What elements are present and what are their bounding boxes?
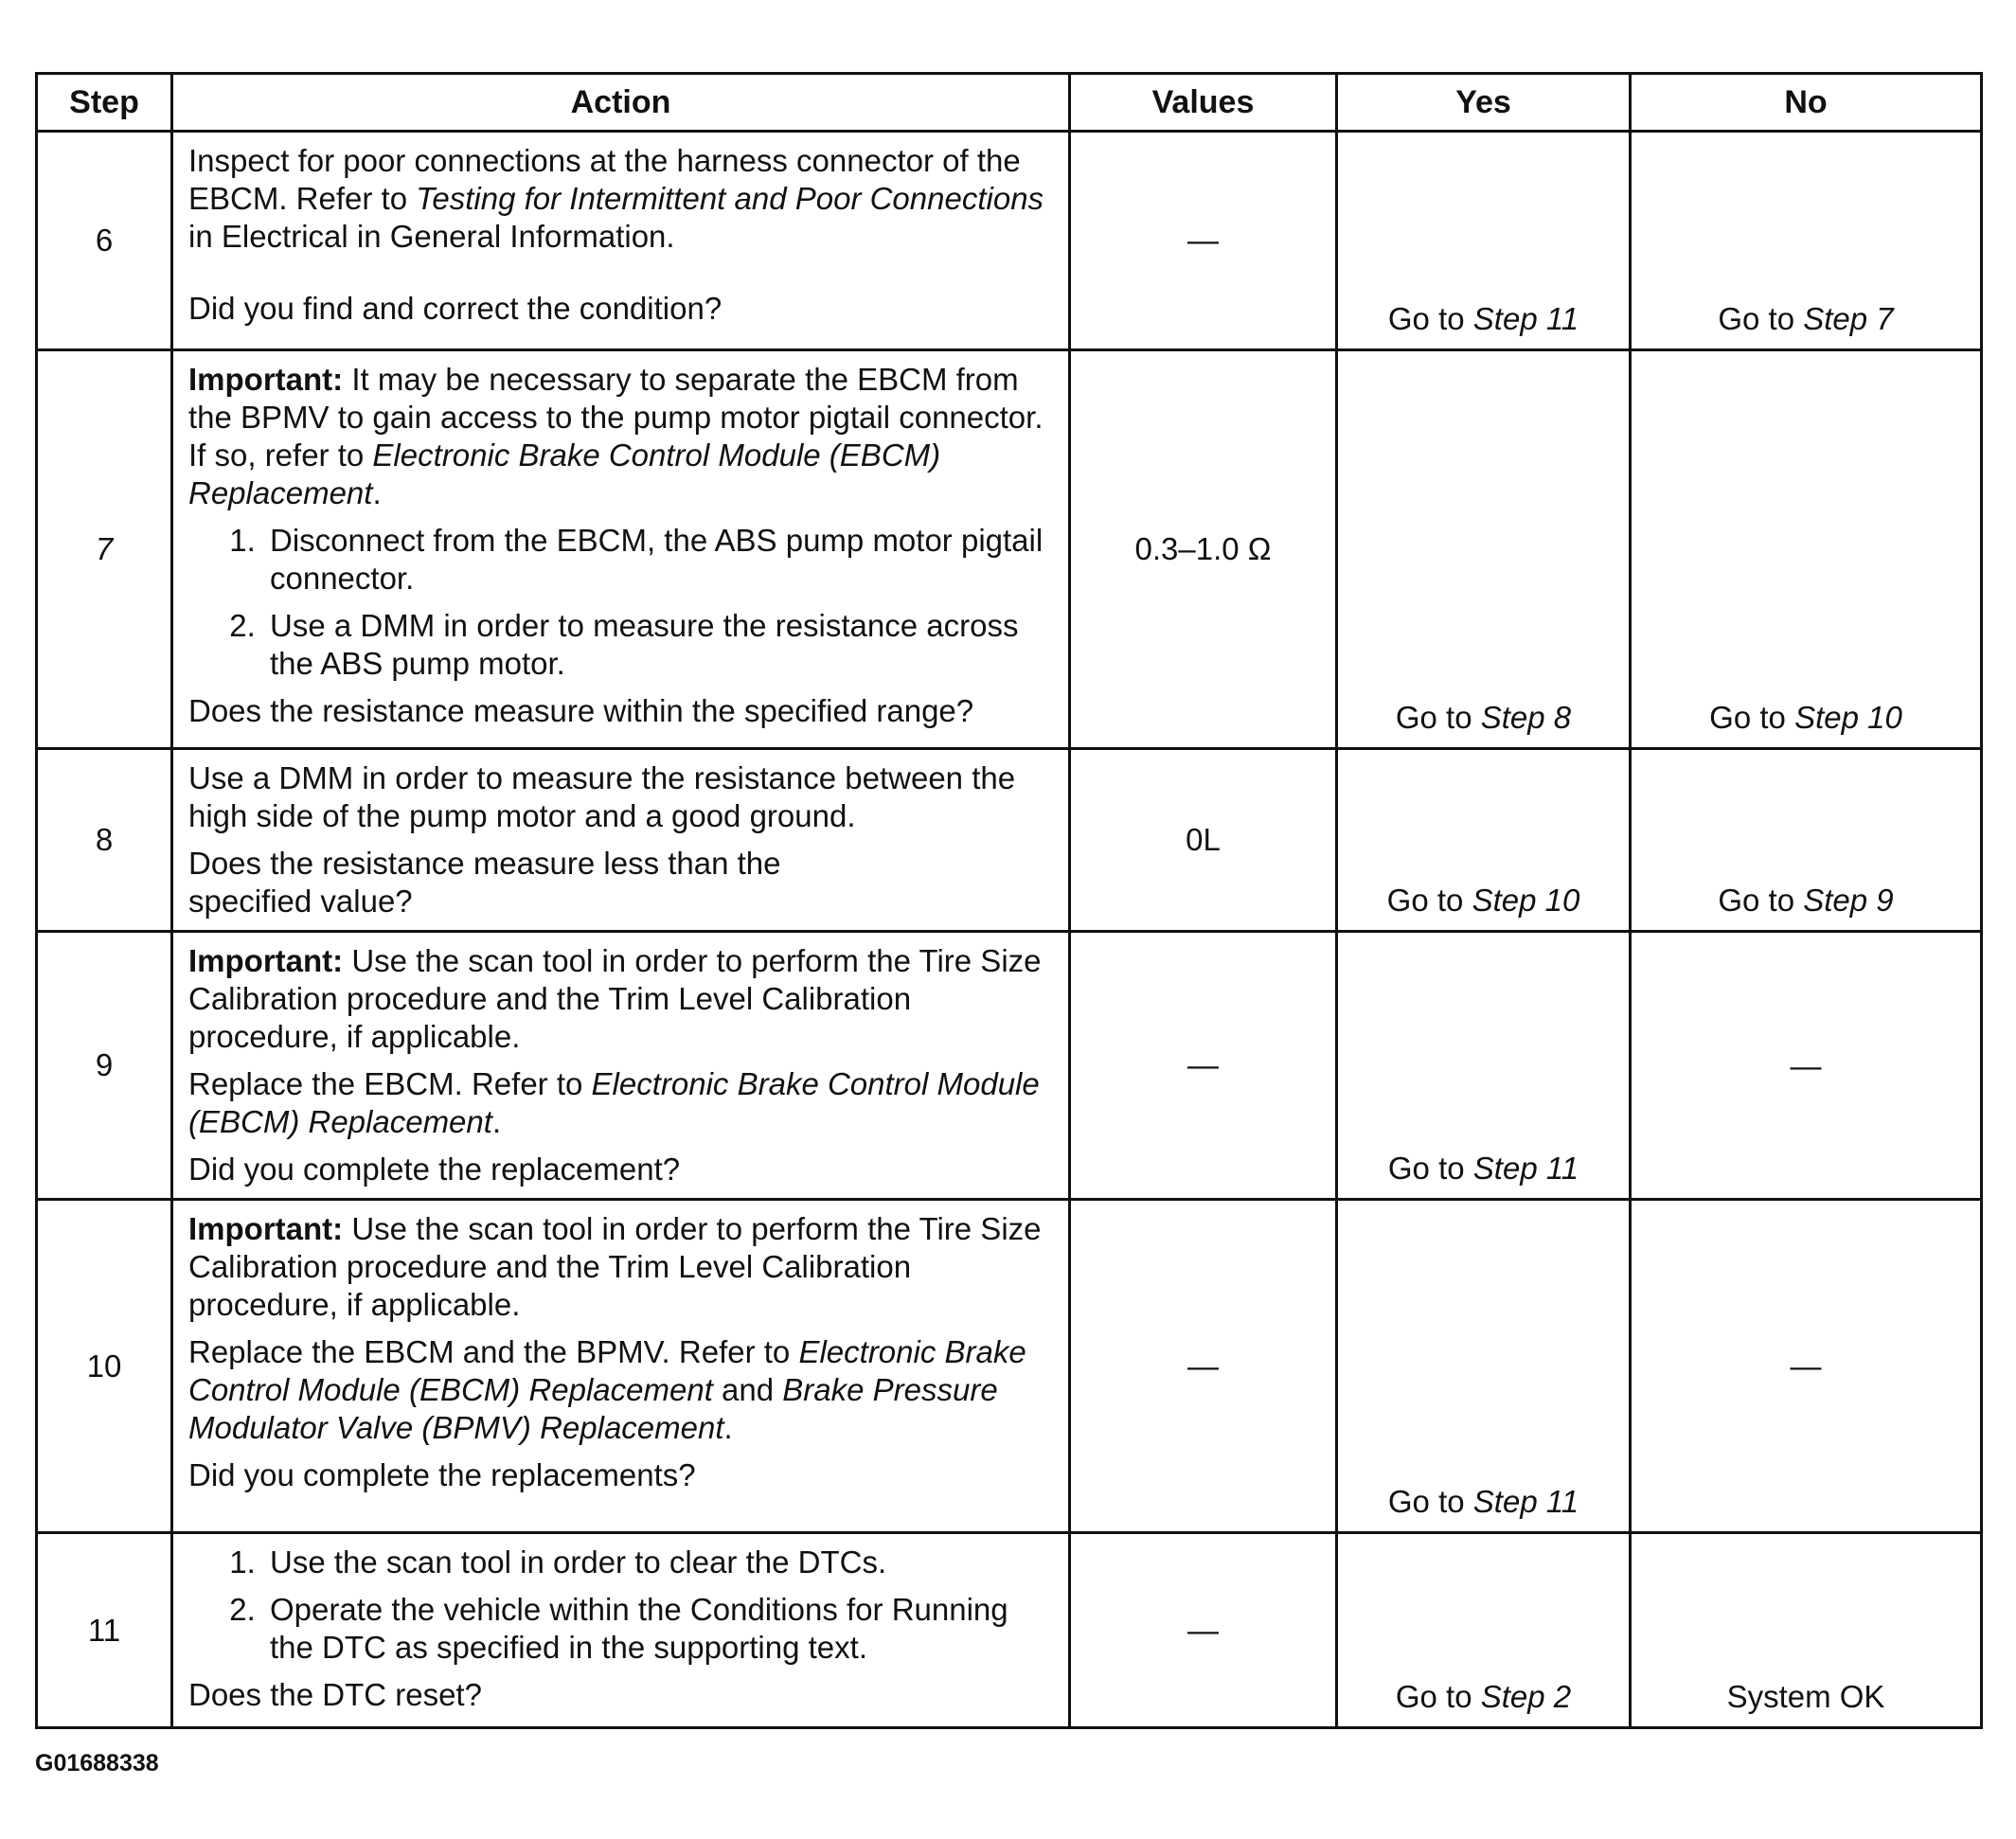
goto-step-link[interactable]: Step 11 [1472,1484,1579,1519]
yes-cell [1337,749,1631,932]
goto-step-link[interactable]: Step 11 [1472,1151,1579,1186]
action-text-part: . [491,1104,502,1139]
action-text-part: and [712,1372,783,1407]
list-item: 2. Use a DMM in order to measure the resistance across the ABS pump motor. [264,607,1053,683]
goto-prefix: Go to [1395,1679,1481,1714]
goto-prefix: Go to [1709,700,1795,735]
yes-cell [1337,932,1631,1200]
action-text-part: . [723,1410,733,1445]
action-cell [172,749,1070,932]
action-text [188,142,1053,256]
action-text-part: Replace the EBCM and the BPMV. Refer to [188,1334,799,1369]
step-number: 10 [37,1200,172,1533]
step-number: 9 [37,932,172,1200]
no-cell: System OK [1631,1533,1982,1728]
yes-cell [1337,1200,1631,1533]
goto-step-link[interactable]: Step 2 [1480,1679,1572,1714]
action-cell [172,1533,1070,1728]
action-text [188,1333,1041,1447]
important-label: Important: [188,362,344,397]
goto-prefix: Go to [1387,1151,1473,1186]
reference-link[interactable]: Electronic Brake Control Module (EBCM) Replacement [188,1334,1026,1407]
table-row [37,749,1982,932]
header-row [37,74,1982,132]
diagnostic-table [35,72,1983,1729]
important-text: Use the scan tool in order to perform the Tire Size Calibration procedure and the Trim Level Calibration procedure, if applicable. [188,943,1042,1054]
table-row [37,932,1982,1200]
goto-step-link[interactable]: Step 11 [1472,301,1579,336]
goto-step-link[interactable]: Step 7 [1803,301,1894,336]
value-cell: 0.3–1.0 Ω [1070,350,1337,749]
action-cell [172,350,1070,749]
diagnostic-table-sheet [35,72,1980,1727]
step-number: 11 [37,1533,172,1728]
action-cell [172,132,1070,350]
header-action: Action [172,74,1070,132]
important-note [188,1210,1053,1324]
reference-link[interactable]: Electronic Brake Control Module (EBCM) Replacement [188,1066,1040,1139]
value-cell: — [1070,1200,1337,1533]
goto-prefix: Go to [1395,700,1481,735]
action-text-part: in Electrical in General Information. [188,219,675,254]
action-question: Does the resistance measure less than the specified value? [188,846,781,919]
yes-cell [1337,1533,1631,1728]
step-number: 8 [37,749,172,932]
action-question: Did you complete the replacements? [188,1457,696,1492]
yes-cell [1337,132,1631,350]
header-yes: Yes [1337,74,1631,132]
action-text: Use a DMM in order to measure the resistance between the high side of the pump motor and a good ground. [188,760,1016,833]
no-cell: — [1631,932,1982,1200]
reference-link[interactable]: Electronic Brake Control Module (EBCM) Replacement [188,437,941,510]
list-item: 2. Operate the vehicle within the Conditions for Running the DTC as specified in the supporting text. [264,1591,1053,1667]
value-cell: 0L [1070,749,1337,932]
goto-step-link[interactable]: Step 8 [1480,700,1572,735]
no-cell [1631,350,1982,749]
table-row [37,1533,1982,1728]
no-cell [1631,132,1982,350]
important-text: . [372,475,382,510]
action-question: Does the resistance measure within the specified range? [188,693,974,728]
important-note [188,361,1053,512]
table-row [37,1200,1982,1533]
header-step: Step [37,74,172,132]
yes-cell [1337,350,1631,749]
list-item: 1. Disconnect from the EBCM, the ABS pump motor pigtail connector. [264,522,1053,598]
list-item: 1. Use the scan tool in order to clear the DTCs. [264,1544,1053,1581]
goto-prefix: Go to [1387,1484,1473,1519]
table-row [37,350,1982,749]
table-row [37,132,1982,350]
goto-step-link[interactable]: Step 9 [1803,883,1894,918]
step-number-text: 7 [95,531,114,566]
goto-step-link[interactable]: Step 10 [1794,700,1902,735]
action-cell [172,1200,1070,1533]
no-cell: — [1631,1200,1982,1533]
important-note [188,942,1053,1056]
header-no: No [1631,74,1982,132]
action-question: Does the DTC reset? [188,1677,482,1712]
action-text-part: Inspect for poor connections at the harness connector of the EBCM. Refer to [188,143,1021,216]
goto-step-link[interactable]: Step 10 [1472,883,1580,918]
reference-link[interactable]: Testing for Intermittent and Poor Connections [416,181,1044,216]
step-number [37,350,172,749]
value-cell: — [1070,132,1337,350]
action-text-part: Replace the EBCM. Refer to [188,1066,592,1101]
no-cell [1631,749,1982,932]
header-values: Values [1070,74,1337,132]
important-text: Use the scan tool in order to perform the Tire Size Calibration procedure and the Trim Level Calibration procedure, if applicable. [188,1211,1042,1322]
action-cell [172,932,1070,1200]
value-cell: — [1070,1533,1337,1728]
value-cell: — [1070,932,1337,1200]
goto-prefix: Go to [1718,883,1804,918]
goto-prefix: Go to [1386,883,1472,918]
action-question: Did you find and correct the condition? [188,291,723,326]
important-label: Important: [188,943,344,978]
goto-prefix: Go to [1718,301,1804,336]
action-question: Did you complete the replacement? [188,1152,681,1187]
reference-link[interactable]: Brake Pressure Modulator Valve (BPMV) Replacement [188,1372,998,1445]
important-text: It may be necessary to separate the EBCM from the BPMV to gain access to the pump motor pigtail connector. If so, refer to [188,362,1044,473]
procedure-list [188,1544,1053,1667]
goto-prefix: Go to [1387,301,1473,336]
figure-id: G01688338 [35,1750,159,1777]
procedure-list [188,522,1053,683]
action-text [188,1065,1053,1141]
step-number: 6 [37,132,172,350]
important-label: Important: [188,1211,344,1246]
